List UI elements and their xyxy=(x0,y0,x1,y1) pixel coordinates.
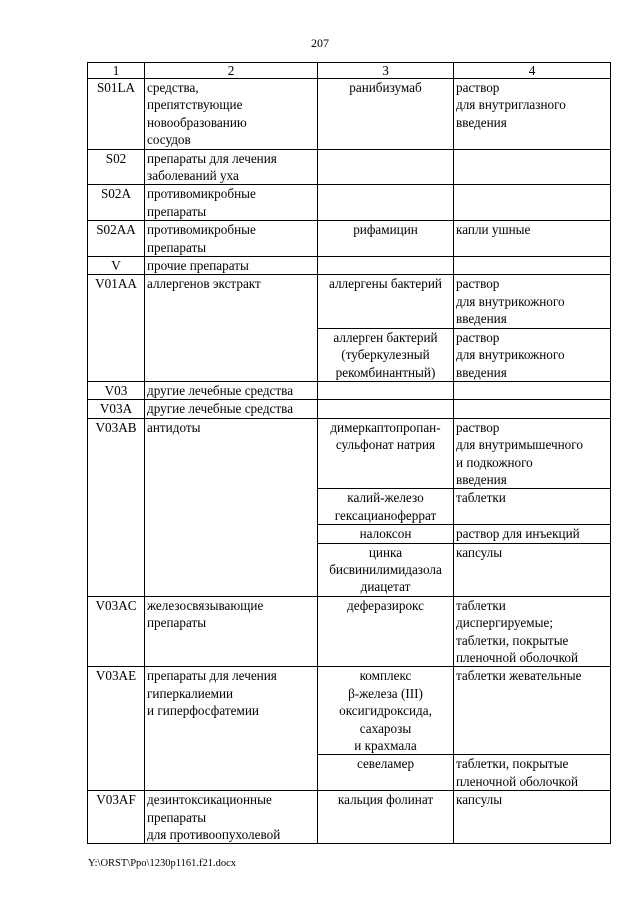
drug-name: калий-железо гексацианоферрат xyxy=(318,489,454,525)
drug-name: кальция фолинат xyxy=(318,791,454,844)
dosage-form: таблетки, покрытые пленочной оболочкой xyxy=(454,755,611,791)
drug-name xyxy=(318,400,454,418)
anatomical-group: аллергенов экстракт xyxy=(145,275,318,381)
anatomical-group: препараты для лечения заболеваний уха xyxy=(145,149,318,185)
drug-name: налоксон xyxy=(318,525,454,543)
dosage-form xyxy=(454,400,611,418)
drug-name: деферазирокс xyxy=(318,596,454,667)
dosage-form: раствор для внутримышечного и подкожного введения xyxy=(454,418,611,489)
atc-code: V03A xyxy=(88,400,145,418)
dosage-form: капсулы xyxy=(454,543,611,596)
dosage-form: таблетки xyxy=(454,489,611,525)
table-row xyxy=(88,79,611,150)
table-row xyxy=(88,667,611,755)
anatomical-group: прочие препараты xyxy=(145,257,318,275)
drug-name xyxy=(318,381,454,399)
drug-name: севеламер xyxy=(318,755,454,791)
anatomical-group: препараты для лечения гиперкалиемии и гиперфосфатемии xyxy=(145,667,318,791)
dosage-form: таблетки диспергируемые; таблетки, покрытые пленочной оболочкой xyxy=(454,596,611,667)
anatomical-group: антидоты xyxy=(145,418,318,596)
dosage-form xyxy=(454,381,611,399)
dosage-form: раствор для внутрикожного введения xyxy=(454,328,611,381)
file-path-footer: Y:\ORST\Ppo\1230p1161.f21.docx xyxy=(88,858,236,869)
table-row xyxy=(88,257,611,275)
drug-name: комплекс β-железа (III) оксигидроксида, сахарозы и крахмала xyxy=(318,667,454,755)
atc-code: V03AF xyxy=(88,791,145,844)
atc-code: S02 xyxy=(88,149,145,185)
anatomical-group: железосвязывающие препараты xyxy=(145,596,318,667)
table-body xyxy=(88,79,611,844)
dosage-form: таблетки жевательные xyxy=(454,667,611,755)
anatomical-group: противомикробные препараты xyxy=(145,185,318,221)
table-row xyxy=(88,418,611,489)
dosage-form: капли ушные xyxy=(454,221,611,257)
atc-code: V03AC xyxy=(88,596,145,667)
drug-name: ранибизумаб xyxy=(318,79,454,150)
drug-table xyxy=(87,62,611,844)
dosage-form: раствор для внутриглазного введения xyxy=(454,79,611,150)
atc-code: V03AE xyxy=(88,667,145,791)
anatomical-group: противомикробные препараты xyxy=(145,221,318,257)
atc-code: V01AA xyxy=(88,275,145,381)
header-row xyxy=(88,63,611,79)
dosage-form: раствор для инъекций xyxy=(454,525,611,543)
header-col-1: 1 xyxy=(88,63,145,79)
atc-code: V03 xyxy=(88,381,145,399)
table-row xyxy=(88,275,611,328)
drug-name: димеркаптопропан- сульфонат натрия xyxy=(318,418,454,489)
table-row xyxy=(88,381,611,399)
dosage-form xyxy=(454,185,611,221)
anatomical-group: другие лечебные средства xyxy=(145,400,318,418)
drug-name xyxy=(318,185,454,221)
dosage-form: капсулы xyxy=(454,791,611,844)
header-col-4: 4 xyxy=(454,63,611,79)
table-row xyxy=(88,400,611,418)
table-row xyxy=(88,185,611,221)
anatomical-group: другие лечебные средства xyxy=(145,381,318,399)
table-row xyxy=(88,149,611,185)
drug-name xyxy=(318,257,454,275)
dosage-form xyxy=(454,257,611,275)
drug-name: цинка бисвинилимидазола диацетат xyxy=(318,543,454,596)
table-row xyxy=(88,596,611,667)
page-number: 207 xyxy=(311,36,329,50)
anatomical-group: дезинтоксикационные препараты для противоопухолевой xyxy=(145,791,318,844)
table-row xyxy=(88,221,611,257)
atc-code: S01LA xyxy=(88,79,145,150)
header-col-3: 3 xyxy=(318,63,454,79)
header-col-2: 2 xyxy=(145,63,318,79)
table-row xyxy=(88,791,611,844)
atc-code: S02AA xyxy=(88,221,145,257)
dosage-form xyxy=(454,149,611,185)
atc-code: V xyxy=(88,257,145,275)
atc-code: V03AB xyxy=(88,418,145,596)
drug-name xyxy=(318,149,454,185)
drug-name: аллерген бактерий (туберкулезный рекомбинантный) xyxy=(318,328,454,381)
drug-name: рифамицин xyxy=(318,221,454,257)
atc-code: S02A xyxy=(88,185,145,221)
drug-name: аллергены бактерий xyxy=(318,275,454,328)
table-header xyxy=(88,63,611,79)
anatomical-group: средства, препятствующие новообразованию сосудов xyxy=(145,79,318,150)
dosage-form: раствор для внутрикожного введения xyxy=(454,275,611,328)
